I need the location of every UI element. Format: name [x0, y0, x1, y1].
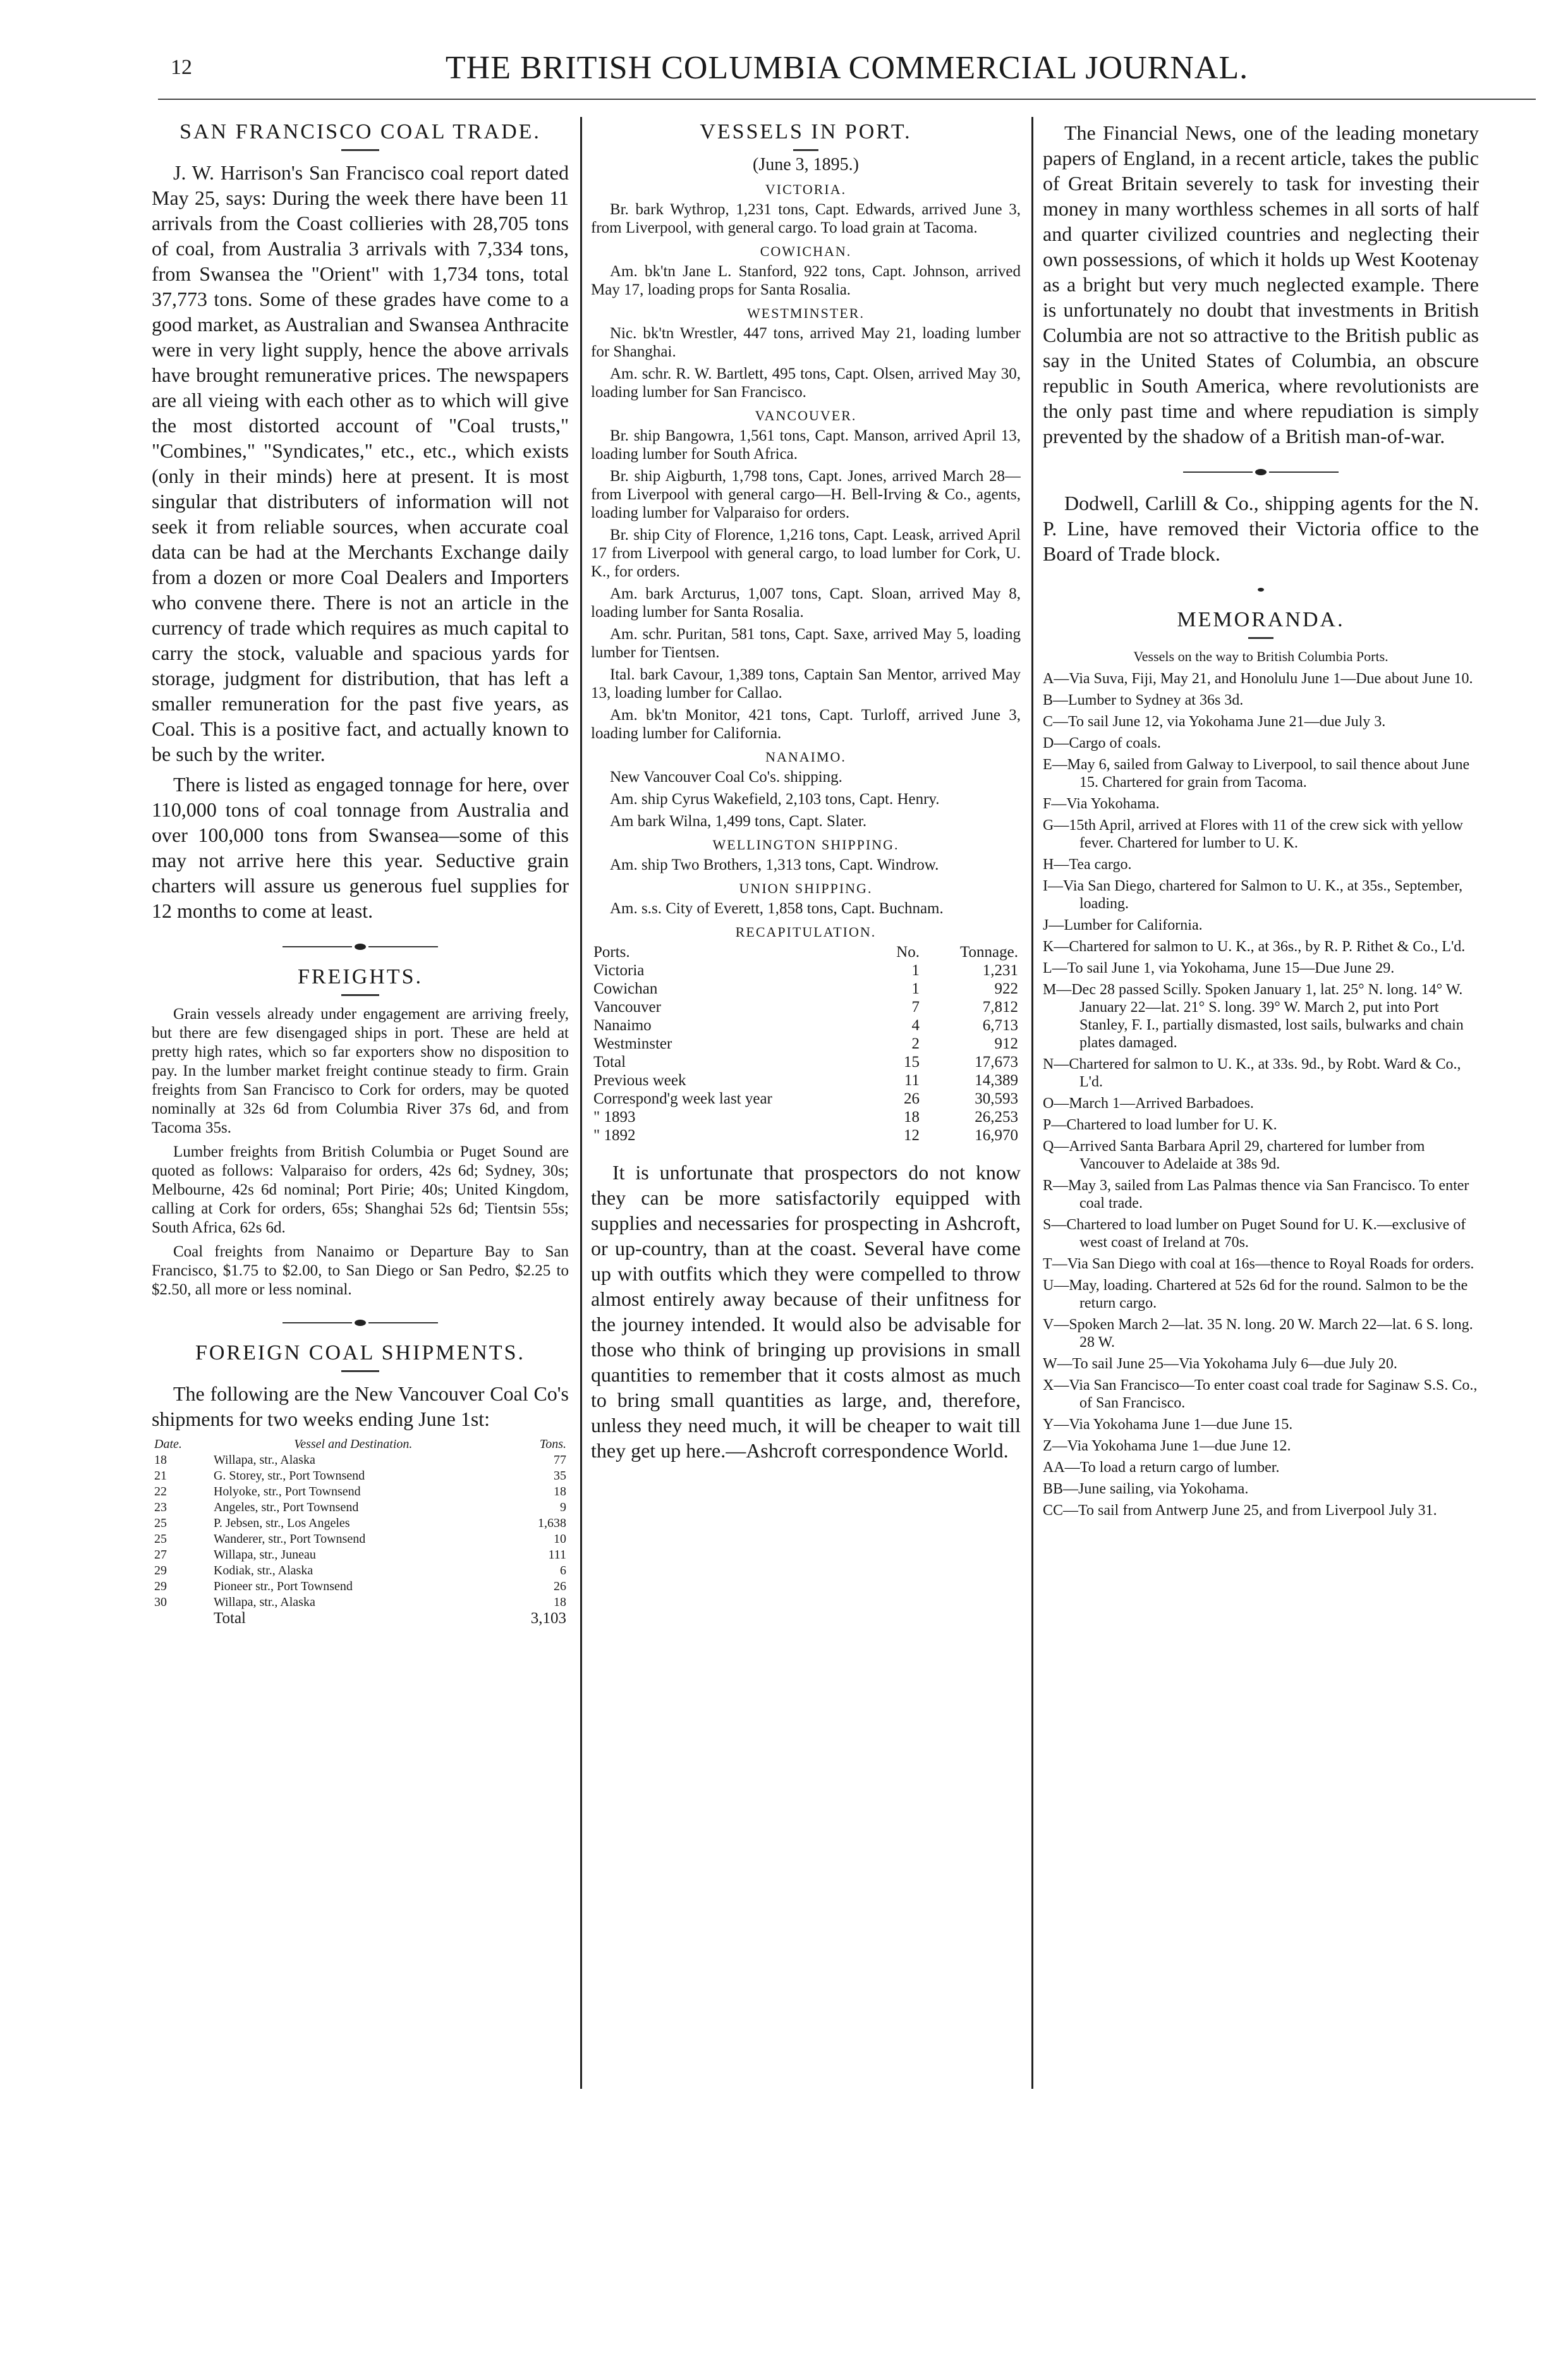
dodwell-paragraph: Dodwell, Carlill & Co., shipping agents for the N. P. Line, have removed their Victoria office to the Board of Trade block. [1043, 492, 1479, 565]
recap-count: 15 [903, 1054, 920, 1071]
vessel-entry: Am. ship Cyrus Wakefield, 2,103 tons, Capt. Henry. [610, 791, 940, 808]
memo-item: E—May 6, sailed from Galway to Liverpool, to sail thence about June 15. Chartered for grain from Tacoma. [1043, 757, 1470, 791]
table-row [152, 1547, 569, 1563]
shipment-vessel: Angeles, str., Port Townsend [213, 1500, 359, 1514]
memo-item: S—Chartered to load lumber on Puget Sound for U. K.—exclusive of west coast of Ireland at 70s. [1043, 1217, 1466, 1251]
memo-item: G—15th April, arrived at Flores with 11 of the crew sick with yellow fever. Chartered for lumber to U. K. [1043, 817, 1463, 851]
recap-tonnage: 16,970 [975, 1127, 1018, 1144]
shipment-tons: 77 [554, 1453, 566, 1467]
memo-item: C—To sail June 12, via Yokohama June 21—due July 3. [1043, 714, 1386, 730]
memo-item: Y—Via Yokohama June 1—due June 15. [1043, 1416, 1293, 1433]
table-row [591, 1071, 1021, 1090]
journal-title: THE BRITISH COLUMBIA COMMERCIAL JOURNAL. [445, 50, 1249, 86]
memo-item: T—Via San Diego with coal at 16s—thence to Royal Roads for orders. [1043, 1256, 1474, 1272]
port-heading: VANCOUVER. [755, 408, 857, 423]
recap-port: Vancouver [593, 999, 661, 1016]
ashcroft-paragraph: It is unfortunate that prospectors do not know they can be more satisfactorily equipped with supplies and necessaries for prospecting in Ashcroft, or up-country, than at the coast. Several have come up with outfits which they were compelled to throw almost entirely away because of their unfitness for the journey intended. It would also be advisable for those who think of bringing up provisions in small quantities to remember that it costs almost as much to bring small quantities as large, and, therefore, unless they need much, it will be cheaper to wait till they get up here.—Ashcroft correspondence World. [591, 1161, 1021, 1462]
recap-count: 11 [904, 1072, 920, 1089]
recap-port: Correspond'g week last year [593, 1090, 772, 1107]
table-row [591, 961, 1021, 980]
recap-tonnage: 26,253 [975, 1109, 1018, 1126]
table-row [591, 1053, 1021, 1071]
recap-header-no: No. [896, 944, 920, 961]
shipments-total-row [152, 1610, 569, 1626]
recap-port: " 1893 [593, 1109, 636, 1126]
freights-paragraph: Lumber freights from British Columbia or Puget Sound are quoted as follows: Valparaiso for orders, 42s 6d; Sydney, 30s; Melbourne, 42s 6d nominal; Port Pirie; 40s; United Kingdom, calling at Cork for orders, 65s; Shanghai 52s 6d; Tientsin 55s; South Africa, 62s 6d. [152, 1143, 569, 1236]
recap-tonnage: 922 [994, 980, 1018, 997]
shipments-total-label: Total [213, 1610, 246, 1627]
section-ornament [1043, 580, 1479, 597]
column-middle [591, 120, 1021, 2295]
table-header-row [152, 1437, 569, 1452]
recap-tonnage: 30,593 [975, 1090, 1018, 1107]
foreign-coal-heading: FOREIGN COAL SHIPMENTS. [195, 1341, 526, 1365]
heading-rule [341, 994, 379, 996]
recap-count: 18 [903, 1109, 920, 1126]
table-row [152, 1579, 569, 1595]
memo-item: M—Dec 28 passed Scilly. Spoken January 1, lat. 25° N. long. 14° W. January 22—lat. 21° S. long. 39° W. March 2, put into Port Stanley, F. I., partially dismasted, lost sails, bulwarks and chain plates damaged. [1043, 982, 1464, 1051]
memo-item: V—Spoken March 2—lat. 35 N. long. 20 W. March 22—lat. 6 S. long. 28 W. [1043, 1316, 1473, 1351]
shipment-date: 29 [154, 1564, 167, 1578]
memo-item: L—To sail June 1, via Yokohama, June 15—Due June 29. [1043, 960, 1395, 976]
recap-count: 4 [911, 1017, 920, 1034]
memo-item: P—Chartered to load lumber for U. K. [1043, 1117, 1277, 1133]
vessels-date: (June 3, 1895.) [753, 155, 859, 174]
vessel-entry: Am. bk'tn Monitor, 421 tons, Capt. Turloff, arrived June 3, loading lumber for California. [591, 707, 1021, 742]
table-row [591, 1126, 1021, 1145]
recap-tonnage: 17,673 [975, 1054, 1018, 1071]
memo-item: A—Via Suva, Fiji, May 21, and Honolulu June 1—Due about June 10. [1043, 671, 1473, 687]
table-row [152, 1563, 569, 1579]
shipment-tons: 10 [554, 1532, 566, 1546]
recap-tonnage: 912 [994, 1035, 1018, 1052]
header-vessel: Vessel and Destination. [294, 1437, 413, 1451]
memo-item: J—Lumber for California. [1043, 917, 1203, 933]
memo-item: R—May 3, sailed from Las Palmas thence via San Francisco. To enter coal trade. [1043, 1177, 1469, 1212]
memoranda-heading: MEMORANDA. [1177, 608, 1345, 631]
recap-tonnage: 14,389 [975, 1072, 1018, 1089]
shipment-tons: 111 [548, 1548, 566, 1562]
masthead-rule [158, 99, 1536, 100]
vessel-entry: Br. bark Wythrop, 1,231 tons, Capt. Edwards, arrived June 3, from Liverpool, with general cargo. To load grain at Tacoma. [591, 201, 1021, 236]
shipment-tons: 6 [560, 1564, 566, 1578]
recap-count: 1 [911, 962, 920, 979]
financial-news-paragraph: The Financial News, one of the leading monetary papers of England, in a recent article, takes the public of Great Britain severely to task for investing their money in many worthless schemes in all sorts of half and quarter civilized countries and neglecting their own possessions, of which it holds up West Kootenay as a bright but very much neglected example. There is unfortunately no doubt that investments in British Columbia are not so attractive to the British public as say in the United States of Columbia, an obscure republic in South America, where revolutionists are the only past time and where repudiation is simply prevented by the shadow of a British man-of-war. [1043, 121, 1479, 447]
table-row [591, 1108, 1021, 1126]
recap-header-ports: Ports. [593, 944, 630, 961]
memo-item: H—Tea cargo. [1043, 856, 1132, 873]
heading-rule [341, 149, 379, 151]
port-heading: NANAIMO. [765, 749, 846, 765]
memo-item: Z—Via Yokohama June 1—due June 12. [1043, 1438, 1291, 1454]
memo-item: N—Chartered for salmon to U. K., at 33s. 9d., by Robt. Ward & Co., L'd. [1043, 1056, 1461, 1090]
table-row [591, 1035, 1021, 1053]
memoranda-list [1043, 670, 1479, 1519]
recap-tonnage: 7,812 [982, 999, 1018, 1016]
shipment-vessel: Willapa, str., Alaska [213, 1595, 315, 1609]
table-row [152, 1452, 569, 1468]
shipment-date: 23 [154, 1500, 167, 1514]
section-ornament [152, 937, 569, 954]
shipment-date: 30 [154, 1595, 167, 1609]
table-row [152, 1500, 569, 1516]
section-ornament [1043, 463, 1479, 479]
shipment-vessel: Holyoke, str., Port Townsend [213, 1485, 361, 1499]
table-row [152, 1595, 569, 1610]
vessels-heading: VESSELS IN PORT. [700, 120, 912, 143]
freights-heading: FREIGHTS. [298, 965, 423, 988]
vessel-entry: Br. ship City of Florence, 1,216 tons, Capt. Leask, arrived April 17 from Liverpool with general cargo, to load lumber for Cork, U. K., for orders. [591, 526, 1021, 580]
header-tons: Tons. [539, 1437, 566, 1451]
recap-port: Westminster [593, 1035, 672, 1052]
coal-trade-paragraph: J. W. Harrison's San Francisco coal report dated May 25, says: During the week there have been 11 arrivals from the Coast collieries with 28,705 tons of coal, from Australia 3 arrivals with 7,334 tons, from Swansea the "Orient" with 1,734 tons, total 37,773 tons. Some of these grades have come to a good market, as Australian and Swansea Anthracite were in very light supply, hence the above arrivals have brought remunerative prices. The newspapers are all vieing with each other as to which will give the most distorted account of "Coal trusts," "Combines," "Syndicates," etc., etc., which exists (only in their minds) here at present. It is most singular that distributers of information will not seek it from reliable sources, when accurate coal data can be had at the Merchants Exchange daily from a dozen or more Coal Dealers and Importers who convene there. There is not an article in the currency of trade which requires as much capital to carry the stock, valuable and spacious yards for storage, judgment for distribution, that has left a smaller remuneration for the past five years, as Coal. This is a positive fact, and actually known to be such by the writer. [152, 161, 569, 765]
shipment-vessel: Willapa, str., Alaska [213, 1453, 315, 1467]
recap-heading: RECAPITULATION. [735, 924, 877, 940]
recap-count: 2 [911, 1035, 920, 1052]
recap-port: " 1892 [593, 1127, 636, 1144]
vessel-entry: Am. schr. R. W. Bartlett, 495 tons, Capt. Olsen, arrived May 30, loading lumber for San Francisco. [591, 365, 1021, 401]
shipment-date: 29 [154, 1579, 167, 1593]
recap-count: 12 [903, 1127, 920, 1144]
port-heading: WELLINGTON SHIPPING. [712, 837, 899, 853]
freights-paragraph: Grain vessels already under engagement are arriving freely, but there are few disengaged ships in port. These are held at pretty high rates, which so far exporters show no disposition to pay. In the lumber market freight continue steady to firm. Grain freights from San Francisco to Cork for orders, may be quoted nominally at 32s 6d from Columbia River 37s 6d, and from Tacoma 35s. [152, 1006, 569, 1136]
shipment-date: 27 [154, 1548, 167, 1562]
vessel-entry: Am. bark Arcturus, 1,007 tons, Capt. Sloan, arrived May 8, loading lumber for Santa Rosalia. [591, 585, 1021, 621]
shipment-date: 18 [154, 1453, 167, 1467]
section-ornament [152, 1313, 569, 1330]
column-left [152, 120, 569, 2295]
memoranda-subheading: Vessels on the way to British Columbia Ports. [1133, 648, 1389, 664]
memo-item: U—May, loading. Chartered at 52s 6d for the round. Salmon to be the return cargo. [1043, 1277, 1468, 1311]
table-row [152, 1484, 569, 1500]
shipments-table [152, 1437, 569, 1626]
heading-rule [341, 1370, 379, 1372]
port-heading: COWICHAN. [760, 243, 852, 259]
vessel-entry: Am. bk'tn Jane L. Stanford, 922 tons, Capt. Johnson, arrived May 17, loading props for Santa Rosalia. [591, 263, 1021, 298]
vessel-entry: New Vancouver Coal Co's. shipping. [610, 769, 842, 786]
recap-count: 1 [911, 980, 920, 997]
shipment-date: 25 [154, 1532, 167, 1546]
recap-header-row [591, 943, 1021, 961]
table-row [591, 1090, 1021, 1108]
shipment-tons: 18 [554, 1595, 566, 1609]
recap-port: Cowichan [593, 980, 658, 997]
shipment-vessel: Kodiak, str., Alaska [213, 1564, 313, 1578]
vessel-entry: Am. schr. Puritan, 581 tons, Capt. Saxe, arrived May 5, loading lumber for Tientsen. [591, 626, 1021, 661]
port-heading: WESTMINSTER. [747, 305, 865, 321]
vessel-entry: Br. ship Bangowra, 1,561 tons, Capt. Manson, arrived April 13, loading lumber for South Africa. [591, 427, 1021, 463]
recap-count: 26 [903, 1090, 920, 1107]
shipment-vessel: Pioneer str., Port Townsend [213, 1579, 353, 1593]
memo-item: BB—June sailing, via Yokohama. [1043, 1481, 1249, 1497]
recap-header-tonnage: Tonnage. [960, 944, 1018, 961]
shipments-total: 3,103 [530, 1610, 566, 1627]
shipments-body [152, 1452, 569, 1610]
coal-trade-paragraph: There is listed as engaged tonnage for here, over 110,000 tons of coal tonnage from Australia and over 100,000 tons from Swansea—some of this may not arrive here this year. Seductive grain charters will assure us generous fuel supplies for 12 months to come at least. [152, 773, 569, 922]
shipment-date: 25 [154, 1516, 167, 1530]
vessel-entry: Nic. bk'tn Wrestler, 447 tons, arrived May 21, loading lumber for Shanghai. [591, 325, 1021, 360]
memo-item: K—Chartered for salmon to U. K., at 36s., by R. P. Rithet & Co., L'd. [1043, 939, 1466, 955]
shipment-vessel: Wanderer, str., Port Townsend [213, 1532, 366, 1546]
vessel-entry: Ital. bark Cavour, 1,389 tons, Captain San Mentor, arrived May 13, loading lumber for Callao. [591, 666, 1021, 702]
shipment-tons: 35 [554, 1469, 566, 1483]
shipment-tons: 26 [554, 1579, 566, 1593]
recap-port: Previous week [593, 1072, 686, 1089]
page-number: 12 [171, 56, 192, 79]
shipment-vessel: P. Jebsen, str., Los Angeles [213, 1516, 350, 1530]
shipment-date: 22 [154, 1485, 167, 1499]
shipment-tons: 18 [554, 1485, 566, 1499]
freights-paragraph: Coal freights from Nanaimo or Departure Bay to San Francisco, $1.75 to $2.00, to San Diego or San Pedro, $2.25 to $2.50, all more or less nominal. [152, 1243, 569, 1298]
recap-tonnage: 6,713 [982, 1017, 1018, 1034]
table-row [152, 1516, 569, 1531]
heading-rule [793, 149, 818, 151]
recap-count: 7 [911, 999, 920, 1016]
recap-body [591, 961, 1021, 1145]
vessel-entry: Am. s.s. City of Everett, 1,858 tons, Capt. Buchnam. [610, 900, 944, 917]
table-row [591, 1016, 1021, 1035]
memo-item: X—Via San Francisco—To enter coast coal trade for Saginaw S.S. Co., of San Francisco. [1043, 1377, 1478, 1411]
heading-rule [1248, 637, 1273, 639]
table-row [591, 998, 1021, 1016]
memo-item: I—Via San Diego, chartered for Salmon to U. K., at 35s., September, loading. [1043, 878, 1463, 912]
vessel-entry: Am. ship Two Brothers, 1,313 tons, Capt. Windrow. [610, 856, 939, 873]
recap-tonnage: 1,231 [982, 962, 1018, 979]
column-divider [580, 117, 582, 2089]
recap-port: Nanaimo [593, 1017, 652, 1034]
table-row [591, 980, 1021, 998]
memo-item: AA—To load a return cargo of lumber. [1043, 1459, 1280, 1476]
memo-item: CC—To sail from Antwerp June 25, and from Liverpool July 31. [1043, 1502, 1437, 1519]
header-date: Date. [154, 1437, 182, 1451]
memo-item: W—To sail June 25—Via Yokohama July 6—due July 20. [1043, 1356, 1397, 1372]
shipment-date: 21 [154, 1469, 167, 1483]
masthead [158, 49, 1536, 94]
table-row [152, 1468, 569, 1484]
vessel-entry: Br. ship Aigburth, 1,798 tons, Capt. Jones, arrived March 28—from Liverpool with general cargo—H. Bell-Irving & Co., agents, loading lumber for Valparaiso for orders. [591, 468, 1021, 521]
shipment-tons: 1,638 [538, 1516, 566, 1530]
foreign-coal-intro: The following are the New Vancouver Coal Co's shipments for two weeks ending June 1st: [152, 1382, 569, 1430]
column-divider [1031, 117, 1033, 2089]
port-sections [591, 181, 1021, 918]
memo-item: O—March 1—Arrived Barbadoes. [1043, 1095, 1254, 1112]
port-heading: VICTORIA. [765, 181, 847, 197]
shipment-tons: 9 [560, 1500, 566, 1514]
recap-port: Victoria [593, 962, 645, 979]
memo-item: F—Via Yokohama. [1043, 796, 1160, 812]
recap-table [591, 943, 1021, 1145]
memo-item: B—Lumber to Sydney at 36s 3d. [1043, 692, 1244, 708]
column-right [1043, 120, 1479, 2295]
table-row [152, 1531, 569, 1547]
shipment-vessel: Willapa, str., Juneau [213, 1548, 316, 1562]
port-heading: UNION SHIPPING. [739, 880, 873, 896]
coal-trade-heading: SAN FRANCISCO COAL TRADE. [179, 120, 541, 143]
shipment-vessel: G. Storey, str., Port Townsend [213, 1469, 365, 1483]
memo-item: D—Cargo of coals. [1043, 735, 1161, 751]
vessel-entry: Am bark Wilna, 1,499 tons, Capt. Slater. [610, 813, 867, 830]
recap-port: Total [593, 1054, 626, 1071]
memo-item: Q—Arrived Santa Barbara April 29, chartered for lumber from Vancouver to Adelaide at 38s 9d. [1043, 1138, 1425, 1172]
